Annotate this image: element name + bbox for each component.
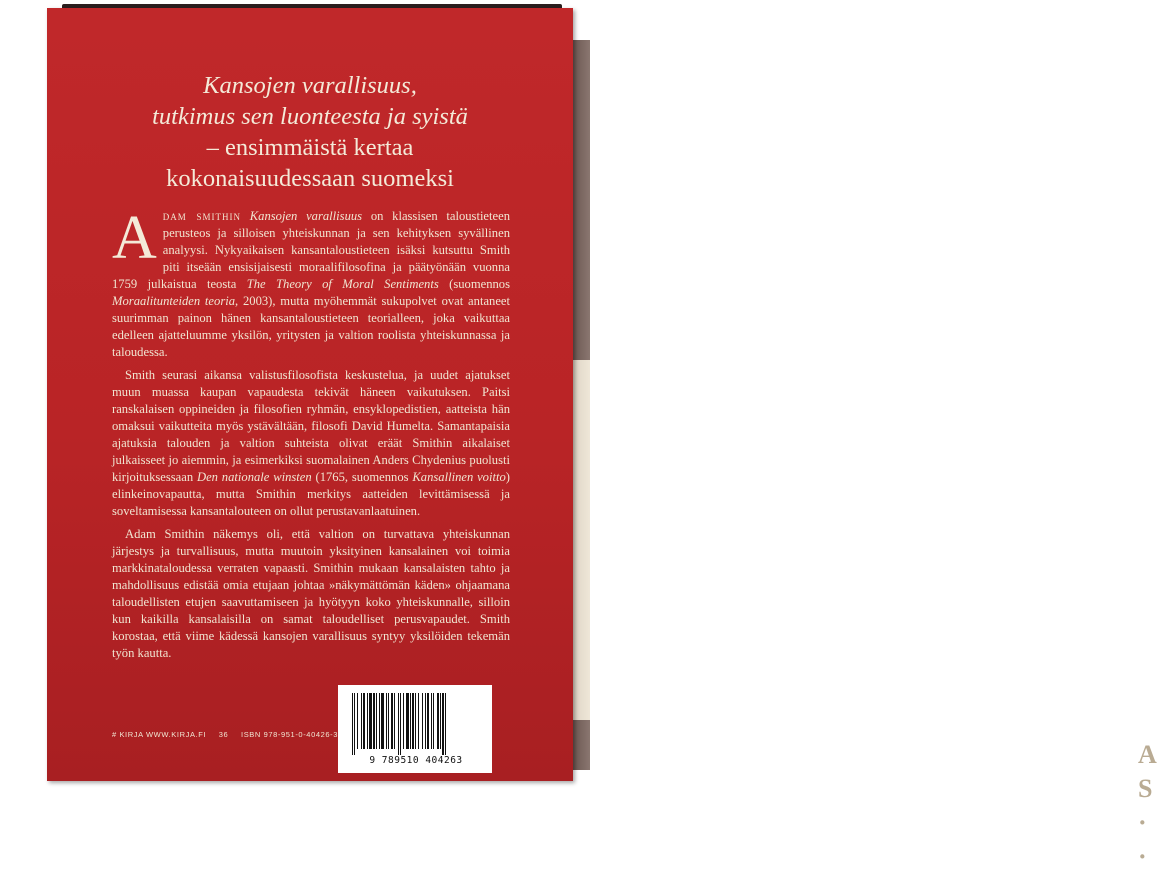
headline-line-2: tutkimus sen luonteesta ja syistä [152,103,468,130]
paragraph-1-text-a: on klassisen taloustieteen perusteos ja silloisen yhteiskunnan ja sen kehityksen syvällinen analyysi. Nykyaikaisen kansantaloustieteen isäksi kutsuttu Smith piti itseään ensisijaisesti moraalifilosofina ja päätyönään vuonna 1759 julkaistua teosta [112,209,511,291]
barcode-bar [391,693,393,749]
barcode-number: 9 789510 404263 [369,755,463,766]
barcode-bar [440,693,441,749]
barcode-bar [431,693,432,749]
barcode-bar [442,693,444,755]
barcode-bar [415,693,416,749]
barcode-bar [433,693,434,749]
barcode-panel [338,685,492,773]
kansallinen-voitto-title: Kansallinen voitto [412,470,506,484]
barcode-bar [445,693,446,755]
jacket-edge-lettering: A S · · [1138,740,1157,871]
barcode-bar [400,693,401,755]
barcode-bar [357,693,358,749]
barcode-bar [398,693,399,755]
barcode-bar [361,693,362,749]
barcode-bar [352,693,353,755]
author-smallcaps: dam smithin [162,209,242,223]
paragraph-2-text-a: Smith seurasi aikansa valistusfilosofista keskustelua, ja uudet ajatukset muun muassa kaupan vapaudesta tekivät häneen vaikutuksen. Paitsi ranskalaisen oppineiden ja filosofien ryhmän, ensyklopedistien, aatteista hän omaksui vaikutteita myös ystävältään, filosofi David Humelta. Samantapaisia ajatuksia talouden ja valtion suhteista olivat eräät Smithin aikalaiset julkaisseet jo aiemmin, ja esimerkiksi suomalainen Anders Chydenius puolusti kirjoituksessaan [112,368,510,484]
blurb-text [112,204,511,668]
paragraph-1-text-b: (suomennos [438,277,510,291]
barcode-bar [354,693,355,755]
publisher-footer [112,730,348,739]
barcode-bar [363,693,365,749]
nationale-winsten-title: Den nationale winsten [196,470,312,484]
paragraph-2-text-c: ) elinkeinovapautta, mutta Smithin merkitys aatteiden levittämisessä ja soveltamisessa kansantalouteen on ollut perustavanlaatuinen. [112,470,510,518]
barcode-bar [437,693,439,749]
paragraph-2-text-b: (1765, suomennos [311,470,413,484]
barcode-bar [418,693,419,749]
barcode-bar [406,693,409,749]
back-cover-headline [80,70,540,194]
paragraph-3 [112,526,510,662]
headline-line-4: kokonaisuudessaan suomeksi [166,165,454,192]
moral-sentiments-title: The Theory of Moral Sentiments [246,277,439,291]
drop-cap: A [112,204,157,272]
barcode-bar [386,693,387,749]
barcode-bar [425,693,426,749]
book-title-italic: Kansojen varallisuus [249,209,363,223]
headline-line-1: Kansojen varallisuus, [203,72,417,99]
barcode-bar [381,693,384,749]
product-code: 36 [218,730,229,739]
barcode-bar [410,693,411,749]
barcode-bar [369,693,372,749]
headline-line-3: – ensimmäistä kertaa [206,134,414,161]
barcode-bar [394,693,395,749]
moraalitunteiden-title: Moraalitunteiden teoria [112,294,236,308]
barcode-bar [412,693,414,749]
barcode-bar [388,693,389,749]
barcode-bar [373,693,375,749]
publisher-url: # KIRJA WWW.KIRJA.FI [112,730,207,739]
barcode-bar [427,693,429,749]
paragraph-1-text-c: , 2003), mutta myöhemmät sukupolvet ovat antaneet suurimman painon hänen kansantaloustieteen teorialleen, joka vaikuttaa edelleen ajatteluumme yksilön, yritysten ja valtion roolista yhteiskunnassa ja taloudessa. [112,294,511,359]
paragraph-1 [112,204,511,361]
barcode-icon [350,693,480,755]
barcode-bar [367,693,368,749]
barcode-bar [403,693,404,749]
barcode-bar [379,693,380,749]
isbn-text: ISBN 978-951-0-40426-3 [241,730,339,739]
barcode-bar [422,693,423,749]
paragraph-2 [112,367,510,520]
barcode-bar [376,693,377,749]
paragraph-3-text: Adam Smithin näkemys oli, että valtion on turvattava yhteiskunnan järjestys ja turvallisuus, mutta muutoin yksityinen kansalainen voi toimia markkinataloudessa verraten vapaasti. Smithin mukaan kansalaisten tahto ja mahdollisuus edistää omia etujaan johtaa »näkymättömän käden» ohjaamana taloudellisten etujen saavuttamiseen ja hyötyyn koko yhteiskunnalle, silloin kun kaikilla kansalaisilla on samat taloudelliset perusvapaudet. Smith korostaa, että viime kädessä kansojen varallisuus syntyy yksilöiden tekemän työn kautta. [112,527,510,660]
